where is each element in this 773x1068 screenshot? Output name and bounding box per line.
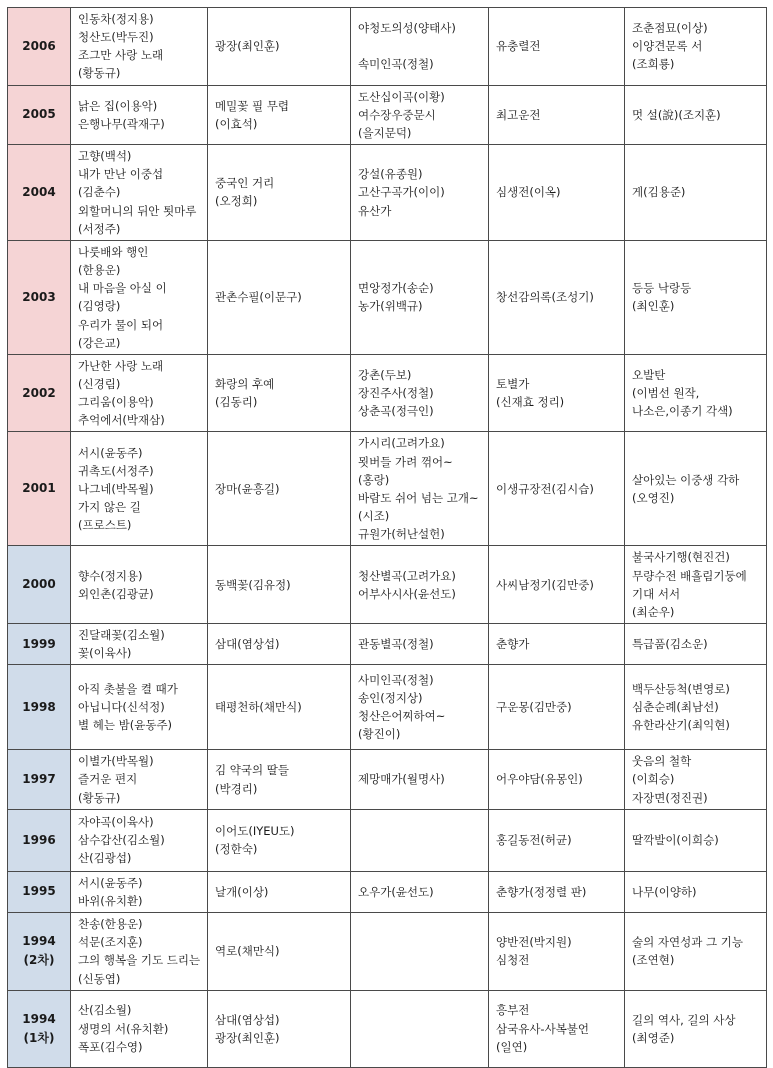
essay-entry: 나소은,이종기 각색) — [632, 404, 733, 419]
literature-table — [7, 7, 767, 1068]
year-label: 1995 — [22, 884, 56, 899]
year-label: 1998 — [22, 699, 56, 714]
poetry-entry: 향수(정지용) — [78, 568, 143, 583]
poetry-entry: 폭포(김수영) — [78, 1039, 143, 1054]
essay-entry: 술의 자연성과 그 기능(조연현) — [632, 935, 743, 968]
year-label: 1999 — [22, 636, 56, 651]
essay-entry: 이양견문록 서 — [632, 39, 703, 54]
year-label: 1994 — [22, 1011, 56, 1026]
classic-poetry-cell — [351, 665, 489, 750]
essay-entry: 심춘순례(최남선) — [632, 700, 719, 715]
classic-poetry-entry: 농가(위백규) — [358, 299, 423, 314]
novel-entry: (정한숙) — [215, 842, 258, 857]
novel-entry: 광장(최인훈) — [215, 1030, 280, 1045]
poetry-entry: 자야곡(이육사) — [78, 815, 154, 830]
classic-novel-entry: 사씨남정기(김만중) — [496, 577, 594, 592]
poetry-entry: 석문(조지훈) — [78, 935, 143, 950]
classic-novel-entry: 어우야담(유몽인) — [496, 772, 583, 787]
classic-poetry-entry — [358, 37, 483, 55]
essay-entry: (이희승) — [632, 772, 675, 787]
classic-novel-entry: 창선감의록(조성기) — [496, 290, 594, 305]
year-cell — [8, 240, 71, 354]
classic-poetry-entry — [358, 942, 483, 960]
novel-entry: 메밀꽃 필 무렵 — [215, 98, 289, 113]
novel-cell — [208, 240, 351, 354]
essay-entry: 무량수전 배흘림기둥에 기대 서서 — [632, 568, 747, 601]
classic-novel-entry: 춘향가(정정렬 판) — [496, 884, 587, 899]
table-row — [8, 432, 767, 546]
classic-poetry-cell — [351, 354, 489, 432]
classic-novel-cell — [489, 85, 625, 144]
essay-entry: 길의 역사, 길의 사상(최영준) — [632, 1012, 736, 1045]
poetry-entry: 산(김광섭) — [78, 851, 132, 866]
year-label: (1차) — [23, 1030, 55, 1045]
poetry-entry: 가지 않은 길 — [78, 499, 141, 514]
poetry-entry: 서시(윤동주) — [78, 445, 143, 460]
essay-entry: (최순우) — [632, 604, 675, 619]
novel-entry: 태평천하(채만식) — [215, 700, 302, 715]
poetry-entry: 나룻배와 행인 — [78, 244, 149, 259]
poetry-entry: 조그만 사랑 노래 — [78, 48, 164, 63]
essay-cell — [625, 665, 767, 750]
poetry-cell — [71, 85, 208, 144]
novel-entry: 삼대(염상섭) — [215, 637, 280, 652]
table-row — [8, 809, 767, 871]
classic-poetry-entry: 상춘곡(정극인) — [358, 404, 434, 419]
essay-entry: (조희룡) — [632, 57, 675, 72]
table-row — [8, 750, 767, 809]
poetry-entry: (프로스트) — [78, 518, 132, 533]
classic-novel-cell — [489, 432, 625, 546]
essay-entry: 멋 설(說)(조지훈) — [632, 107, 721, 122]
year-cell — [8, 913, 71, 991]
year-cell — [8, 145, 71, 241]
novel-entry: 화랑의 후예 — [215, 376, 275, 391]
poetry-entry: 은행나무(곽재구) — [78, 116, 165, 131]
essay-cell — [625, 145, 767, 241]
table-row — [8, 913, 767, 991]
poetry-cell — [71, 240, 208, 354]
classic-novel-cell — [489, 750, 625, 809]
poetry-entry: 외인촌(김광균) — [78, 586, 154, 601]
table-row — [8, 624, 767, 665]
essay-entry: 딸깍발이(이희승) — [632, 833, 719, 848]
novel-entry: 동백꽃(김유정) — [215, 577, 291, 592]
year-label: (2차) — [23, 953, 55, 968]
year-cell — [8, 432, 71, 546]
novel-entry: 날개(이상) — [215, 884, 269, 899]
classic-poetry-entry: 바람도 쉬어 넘는 고개~(시조) — [358, 490, 479, 524]
poetry-cell — [71, 624, 208, 665]
poetry-entry: 꽃(이육사) — [78, 646, 132, 661]
poetry-cell — [71, 913, 208, 991]
classic-novel-entry: 흥부전 — [496, 1003, 530, 1018]
classic-poetry-entry: 어부사시사(윤선도) — [358, 586, 456, 601]
novel-cell — [208, 990, 351, 1067]
classic-poetry-entry: 사미인곡(정철) — [358, 673, 434, 687]
classic-novel-cell — [489, 354, 625, 432]
poetry-entry: 청산도(박두진) — [78, 30, 154, 45]
classic-poetry-cell — [351, 624, 489, 665]
classic-novel-cell — [489, 871, 625, 912]
year-label: 1994 — [22, 934, 56, 949]
novel-entry: (이효석) — [215, 116, 258, 131]
classic-novel-cell — [489, 990, 625, 1067]
novel-cell — [208, 145, 351, 241]
classic-novel-entry: 이생규장전(김시습) — [496, 481, 594, 496]
table-row — [8, 85, 767, 144]
classic-poetry-cell — [351, 871, 489, 912]
classic-poetry-entry: 가시리(고려가요) — [358, 436, 445, 451]
year-label: 2001 — [22, 481, 56, 496]
table-row — [8, 240, 767, 354]
classic-novel-entry: 구운몽(김만중) — [496, 700, 572, 715]
classic-poetry-cell — [351, 913, 489, 991]
essay-cell — [625, 624, 767, 665]
poetry-entry: 귀촉도(서정주) — [78, 463, 154, 478]
essay-cell — [625, 546, 767, 624]
poetry-cell — [71, 871, 208, 912]
year-cell — [8, 8, 71, 86]
novel-entry: 광장(최인훈) — [215, 39, 280, 54]
classic-poetry-entry: 규원가(허난설헌) — [358, 527, 445, 542]
table-body — [8, 8, 767, 1068]
essay-entry: 웃음의 철학 — [632, 754, 692, 769]
classic-poetry-entry: 장진주사(정철) — [358, 386, 434, 401]
poetry-cell — [71, 665, 208, 750]
poetry-entry: 우리가 물이 되어(강은교) — [78, 317, 164, 350]
novel-cell — [208, 750, 351, 809]
essay-entry: 백두산등척(변영로) — [632, 682, 730, 697]
novel-entry: 중국인 거리 — [215, 176, 275, 191]
novel-entry: 삼대(염상섭) — [215, 1012, 280, 1027]
classic-poetry-cell — [351, 432, 489, 546]
essay-cell — [625, 913, 767, 991]
year-label: 2003 — [22, 289, 56, 304]
classic-poetry-entry: 속미인곡(정철) — [358, 57, 434, 72]
poetry-entry: 서시(윤동주) — [78, 875, 143, 890]
essay-entry: (이범선 원작, — [632, 386, 700, 401]
classic-poetry-entry — [358, 1020, 483, 1038]
table-row — [8, 546, 767, 624]
poetry-entry: 찬송(한용운) — [78, 917, 143, 932]
classic-novel-entry: 최고운전 — [496, 107, 541, 122]
classic-poetry-entry: 유산가 — [358, 203, 392, 218]
poetry-entry: 낡은 집(이용악) — [78, 98, 158, 113]
poetry-cell — [71, 432, 208, 546]
poetry-cell — [71, 546, 208, 624]
year-cell — [8, 809, 71, 871]
novel-cell — [208, 624, 351, 665]
classic-poetry-cell — [351, 750, 489, 809]
classic-novel-entry: 양반전(박지원) — [496, 935, 572, 950]
year-label: 1996 — [22, 832, 56, 847]
classic-novel-cell — [489, 809, 625, 871]
classic-novel-cell — [489, 546, 625, 624]
essay-entry: 유한라산기(최익현) — [632, 718, 730, 733]
table-row — [8, 665, 767, 750]
year-cell — [8, 546, 71, 624]
classic-poetry-entry — [358, 831, 483, 849]
novel-cell — [208, 85, 351, 144]
classic-poetry-entry: 송인(정지상) — [358, 691, 423, 706]
classic-poetry-entry: 면앙정가(송순) — [358, 281, 434, 296]
classic-poetry-entry: 강설(유종원) — [358, 167, 423, 182]
poetry-cell — [71, 145, 208, 241]
poetry-entry: 외할머니의 뒤안 툇마루(서정주) — [78, 203, 197, 236]
classic-poetry-entry: 도산십이곡(이황) — [358, 89, 445, 104]
essay-cell — [625, 354, 767, 432]
year-cell — [8, 85, 71, 144]
novel-cell — [208, 546, 351, 624]
classic-poetry-entry: 야청도의성(양태사) — [358, 21, 456, 36]
classic-poetry-cell — [351, 546, 489, 624]
novel-cell — [208, 8, 351, 86]
poetry-entry: 진달래꽃(김소월) — [78, 628, 165, 642]
essay-cell — [625, 871, 767, 912]
poetry-cell — [71, 354, 208, 432]
poetry-entry: 인동차(정지용) — [78, 12, 154, 26]
classic-poetry-entry: 제망매가(월명사) — [358, 772, 445, 787]
classic-poetry-entry: 고산구곡가(이이) — [358, 185, 445, 200]
classic-poetry-entry: 관동별곡(정철) — [358, 637, 434, 652]
year-cell — [8, 354, 71, 432]
poetry-entry: 바위(유치환) — [78, 893, 143, 908]
poetry-cell — [71, 809, 208, 871]
table-row — [8, 354, 767, 432]
classic-poetry-entry: 묏버들 가려 꺾어~(홍랑) — [358, 454, 453, 487]
classic-poetry-cell — [351, 990, 489, 1067]
classic-novel-entry: 유충렬전 — [496, 39, 541, 54]
classic-novel-cell — [489, 665, 625, 750]
poetry-entry: 나그네(박목월) — [78, 481, 154, 496]
classic-poetry-cell — [351, 85, 489, 144]
poetry-entry: 즐거운 편지 — [78, 772, 138, 787]
novel-entry: (김동리) — [215, 395, 258, 410]
novel-cell — [208, 432, 351, 546]
poetry-entry: (황동규) — [78, 790, 121, 805]
poetry-entry: 별 헤는 밤(윤동주) — [78, 718, 173, 733]
essay-entry: 나무(이양하) — [632, 884, 697, 899]
poetry-entry: (한용운) — [78, 263, 121, 278]
year-label: 1997 — [22, 772, 56, 787]
essay-entry: 특급품(김소운) — [632, 637, 708, 652]
classic-novel-entry: 심생전(이옥) — [496, 185, 561, 200]
novel-cell — [208, 665, 351, 750]
table-row — [8, 8, 767, 86]
poetry-entry: 고향(백석) — [78, 149, 132, 164]
table-row — [8, 990, 767, 1067]
classic-poetry-cell — [351, 809, 489, 871]
essay-cell — [625, 750, 767, 809]
poetry-cell — [71, 990, 208, 1067]
classic-poetry-entry: 청산은어찌하여~(황진이) — [358, 709, 446, 742]
poetry-cell — [71, 8, 208, 86]
year-cell — [8, 624, 71, 665]
year-cell — [8, 990, 71, 1067]
novel-entry: 역로(채만식) — [215, 944, 280, 959]
essay-entry: 등등 낙랑등 — [632, 281, 692, 296]
novel-cell — [208, 354, 351, 432]
essay-cell — [625, 8, 767, 86]
novel-entry: (오정희) — [215, 194, 258, 209]
classic-novel-entry: 삼국유사-사복불언(일연) — [496, 1021, 590, 1054]
classic-poetry-entry: 여수장우중문시 — [358, 107, 436, 122]
classic-novel-cell — [489, 145, 625, 241]
essay-entry: 살아있는 이중생 각하(오영진) — [632, 472, 740, 505]
table-row — [8, 145, 767, 241]
year-label: 2004 — [22, 185, 56, 199]
poetry-entry: 그리움(이용악) — [78, 395, 154, 410]
poetry-entry: 생명의 서(유치환) — [78, 1021, 169, 1036]
poetry-entry: (황동규) — [78, 66, 121, 81]
classic-poetry-entry: 강촌(두보) — [358, 367, 412, 382]
novel-entry: 김 약국의 딸들 — [215, 763, 289, 778]
poetry-entry: 추억에서(박재삼) — [78, 413, 165, 428]
classic-novel-cell — [489, 913, 625, 991]
poetry-cell — [71, 750, 208, 809]
novel-cell — [208, 913, 351, 991]
novel-cell — [208, 871, 351, 912]
essay-entry: 조춘점묘(이상) — [632, 21, 708, 36]
poetry-entry: 내가 만난 이중섭(김춘수) — [78, 167, 164, 200]
essay-entry: (최인훈) — [632, 299, 675, 314]
year-cell — [8, 665, 71, 750]
classic-novel-entry: 춘향가 — [496, 637, 530, 652]
novel-entry: 관촌수필(이문구) — [215, 290, 302, 305]
novel-entry: (박경리) — [215, 781, 258, 796]
year-label: 2002 — [22, 385, 56, 400]
year-label: 2006 — [22, 38, 56, 53]
poetry-entry: 이별가(박목월) — [78, 754, 154, 769]
classic-poetry-entry: 청산별곡(고려가요) — [358, 568, 456, 583]
classic-novel-cell — [489, 624, 625, 665]
year-cell — [8, 871, 71, 912]
essay-cell — [625, 809, 767, 871]
essay-cell — [625, 990, 767, 1067]
poetry-entry: 그의 행복을 기도 드리는(신동엽) — [78, 953, 201, 986]
classic-novel-cell — [489, 240, 625, 354]
classic-novel-entry: (신재효 정리) — [496, 395, 565, 410]
essay-cell — [625, 85, 767, 144]
classic-novel-entry: 토별가 — [496, 376, 530, 391]
classic-poetry-cell — [351, 240, 489, 354]
essay-cell — [625, 432, 767, 546]
classic-novel-entry: 홍길동전(허균) — [496, 833, 572, 848]
poetry-entry: 아직 촛불을 켤 때가 아닙니다(신석정) — [78, 682, 178, 715]
classic-poetry-entry: 오우가(윤선도) — [358, 884, 434, 899]
table-row — [8, 871, 767, 912]
novel-cell — [208, 809, 351, 871]
poetry-entry: 내 마음을 아실 이(김영랑) — [78, 281, 167, 314]
classic-novel-cell — [489, 8, 625, 86]
novel-entry: 장마(윤흥길) — [215, 481, 280, 496]
essay-entry: 게(김용준) — [632, 185, 686, 200]
essay-cell — [625, 240, 767, 354]
classic-poetry-entry: (을지문덕) — [358, 125, 412, 140]
classic-poetry-cell — [351, 145, 489, 241]
essay-entry: 자장면(정진권) — [632, 790, 708, 805]
essay-entry: 오발탄 — [632, 367, 666, 382]
year-cell — [8, 750, 71, 809]
year-label: 2005 — [22, 107, 56, 122]
poetry-entry: 가난한 사랑 노래(신경림) — [78, 358, 164, 391]
classic-poetry-cell — [351, 8, 489, 86]
poetry-entry: 산(김소월) — [78, 1003, 132, 1018]
novel-entry: 이어도(IYEU도) — [215, 824, 295, 839]
year-label: 2000 — [22, 577, 56, 592]
essay-entry: 불국사기행(현진건) — [632, 550, 730, 565]
classic-novel-entry: 심청전 — [496, 953, 530, 968]
poetry-entry: 삼수갑산(김소월) — [78, 833, 165, 848]
